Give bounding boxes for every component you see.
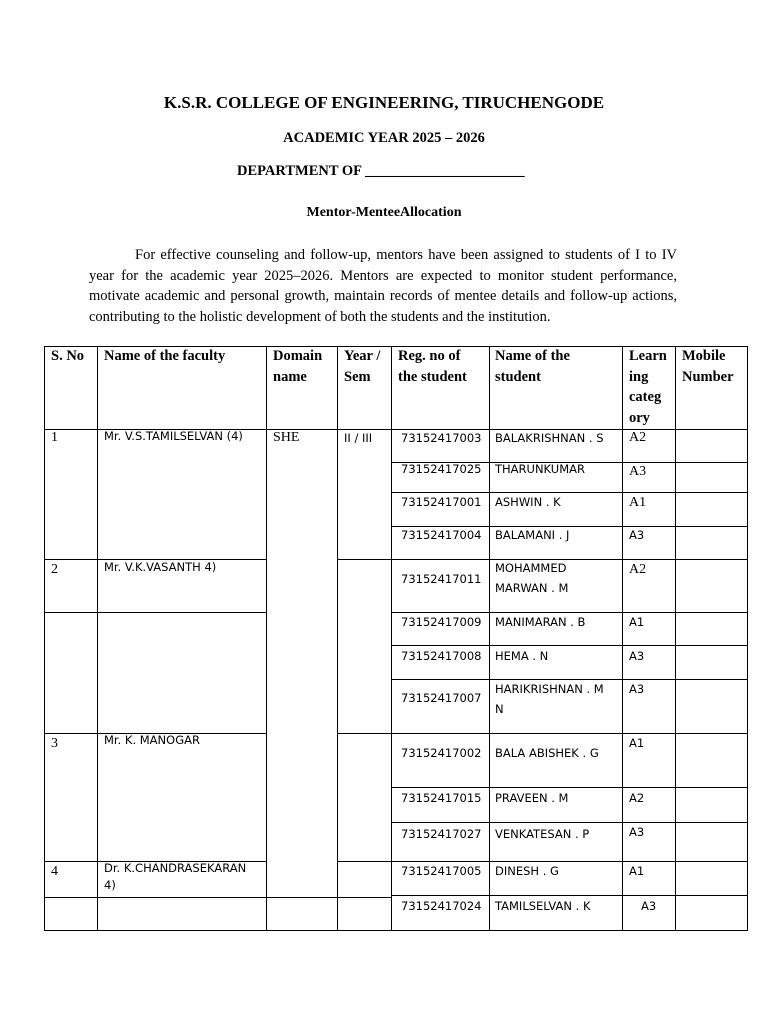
student-name: VENKATESAN . P <box>495 827 590 841</box>
header-domain-l2: name <box>273 368 307 385</box>
student-reg: 73152417015 <box>401 791 482 805</box>
student-reg: 73152417003 <box>401 431 482 445</box>
header-learn-l3: categ <box>629 389 662 405</box>
student-category: A3 <box>641 899 657 913</box>
academic-year: ACADEMIC YEAR 2025 – 2026 <box>283 130 485 146</box>
header-mobile-l2: Number <box>682 368 734 385</box>
intro-text: For effective counseling and follow-up, mentors have been assigned to students of I to IV year for the academic year 2025–2026. Mentors are expected to monitor student performance, motivate academic and personal growth, maintain records of mentee details and follow-up actions, contributing to the holistic development of both the students and the institution. <box>89 247 677 325</box>
col-divider <box>489 346 490 931</box>
student-reg: 73152417007 <box>401 691 482 705</box>
intro-paragraph <box>89 245 677 327</box>
col-divider <box>337 346 338 931</box>
department-line: DEPARTMENT OF ______________________ <box>237 163 525 179</box>
student-name: THARUNKUMAR <box>495 462 585 476</box>
student-name: HEMA . N <box>495 649 549 663</box>
student-name: ASHWIN . K <box>495 495 561 509</box>
header-learn-l1: Learn <box>629 348 667 364</box>
student-category: A3 <box>629 464 647 479</box>
col-divider <box>675 346 676 931</box>
col-divider <box>391 346 392 931</box>
header-year-l2: Sem <box>344 368 371 385</box>
student-category: A3 <box>629 528 645 542</box>
header-faculty: Name of the faculty <box>104 348 226 364</box>
group-divider <box>337 733 748 734</box>
student-reg: 73152417001 <box>401 495 482 509</box>
header-reg-no <box>398 346 467 387</box>
header-reg-l1: Reg. no of <box>398 348 461 364</box>
student-reg: 73152417027 <box>401 827 482 841</box>
name-line: N <box>495 702 504 716</box>
student-category: A3 <box>629 649 645 663</box>
header-learn-l4: ory <box>629 409 650 426</box>
table-border-bottom <box>44 930 748 931</box>
college-name: K.S.R. COLLEGE OF ENGINEERING, TIRUCHENGODE <box>163 93 605 112</box>
group-divider <box>44 897 266 898</box>
header-learn-l2: ing <box>629 368 649 385</box>
header-sname-l2: student <box>495 368 541 385</box>
name-line: MOHAMMED <box>495 561 567 575</box>
mentor-faculty <box>104 860 246 894</box>
student-category: A2 <box>629 791 645 805</box>
table-border-right <box>747 346 748 931</box>
student-reg: 73152417002 <box>401 746 482 760</box>
student-name <box>495 558 568 598</box>
row-divider <box>391 822 748 823</box>
header-learning-category <box>629 346 667 428</box>
col-divider <box>266 346 267 931</box>
header-sno: S. No <box>51 348 85 364</box>
header-reg-l2: the student <box>398 368 467 385</box>
mentor-year-sem: II / III <box>344 431 373 445</box>
mentor-domain: SHE <box>273 430 300 445</box>
student-name: TAMILSELVAN . K <box>495 899 591 913</box>
header-sname-l1: Name of the <box>495 348 570 364</box>
header-student-name <box>495 346 570 387</box>
student-category: A2 <box>629 430 647 445</box>
student-category: A3 <box>629 682 645 696</box>
student-name: PRAVEEN . M <box>495 791 569 805</box>
col-divider <box>97 346 98 931</box>
student-reg: 73152417009 <box>401 615 482 629</box>
student-category: A1 <box>629 495 647 510</box>
mentor-sno: 2 <box>51 562 58 577</box>
student-reg: 73152417004 <box>401 528 482 542</box>
student-reg: 73152417011 <box>401 572 482 586</box>
student-category: A1 <box>629 736 645 750</box>
table-border-left <box>44 346 45 931</box>
domain-merge-end <box>266 897 337 898</box>
group-divider <box>44 612 266 613</box>
header-year-l1: Year / <box>344 348 381 364</box>
header-domain <box>273 346 322 387</box>
student-category: A1 <box>629 864 645 878</box>
allocation-title: Mentor-MenteeAllocation <box>306 205 462 220</box>
mentor-sno: 3 <box>51 736 58 751</box>
student-reg: 73152417005 <box>401 864 482 878</box>
name-line: HARIKRISHNAN . M <box>495 682 604 696</box>
header-year-sem <box>344 346 380 387</box>
mentor-faculty: Mr. K. MANOGAR <box>104 733 200 747</box>
student-name: BALAMANI . J <box>495 528 570 542</box>
header-mobile <box>682 346 734 387</box>
faculty-line: Dr. K.CHANDRASEKARAN <box>104 861 247 875</box>
student-category: A2 <box>629 562 647 577</box>
col-divider <box>622 346 623 931</box>
faculty-line: 4) <box>104 878 116 892</box>
student-category: A1 <box>629 615 645 629</box>
student-category: A3 <box>629 825 645 839</box>
name-line: MARWAN . M <box>495 581 569 595</box>
student-name: DINESH . G <box>495 864 559 878</box>
mentor-sno: 1 <box>51 430 58 445</box>
header-mobile-l1: Mobile <box>682 348 726 364</box>
header-domain-l1: Domain <box>273 348 323 364</box>
student-name <box>495 679 604 719</box>
student-reg: 73152417008 <box>401 649 482 663</box>
student-name: MANIMARAN . B <box>495 615 586 629</box>
mentor-faculty: Mr. V.K.VASANTH 4) <box>104 560 217 574</box>
group-divider <box>337 897 391 898</box>
student-reg: 73152417025 <box>401 462 482 476</box>
student-name: BALA ABISHEK . G <box>495 746 599 760</box>
student-name: BALAKRISHNAN . S <box>495 431 604 445</box>
student-reg: 73152417024 <box>401 899 482 913</box>
mentor-faculty: Mr. V.S.TAMILSELVAN (4) <box>104 429 243 443</box>
mentor-sno: 4 <box>51 864 58 879</box>
